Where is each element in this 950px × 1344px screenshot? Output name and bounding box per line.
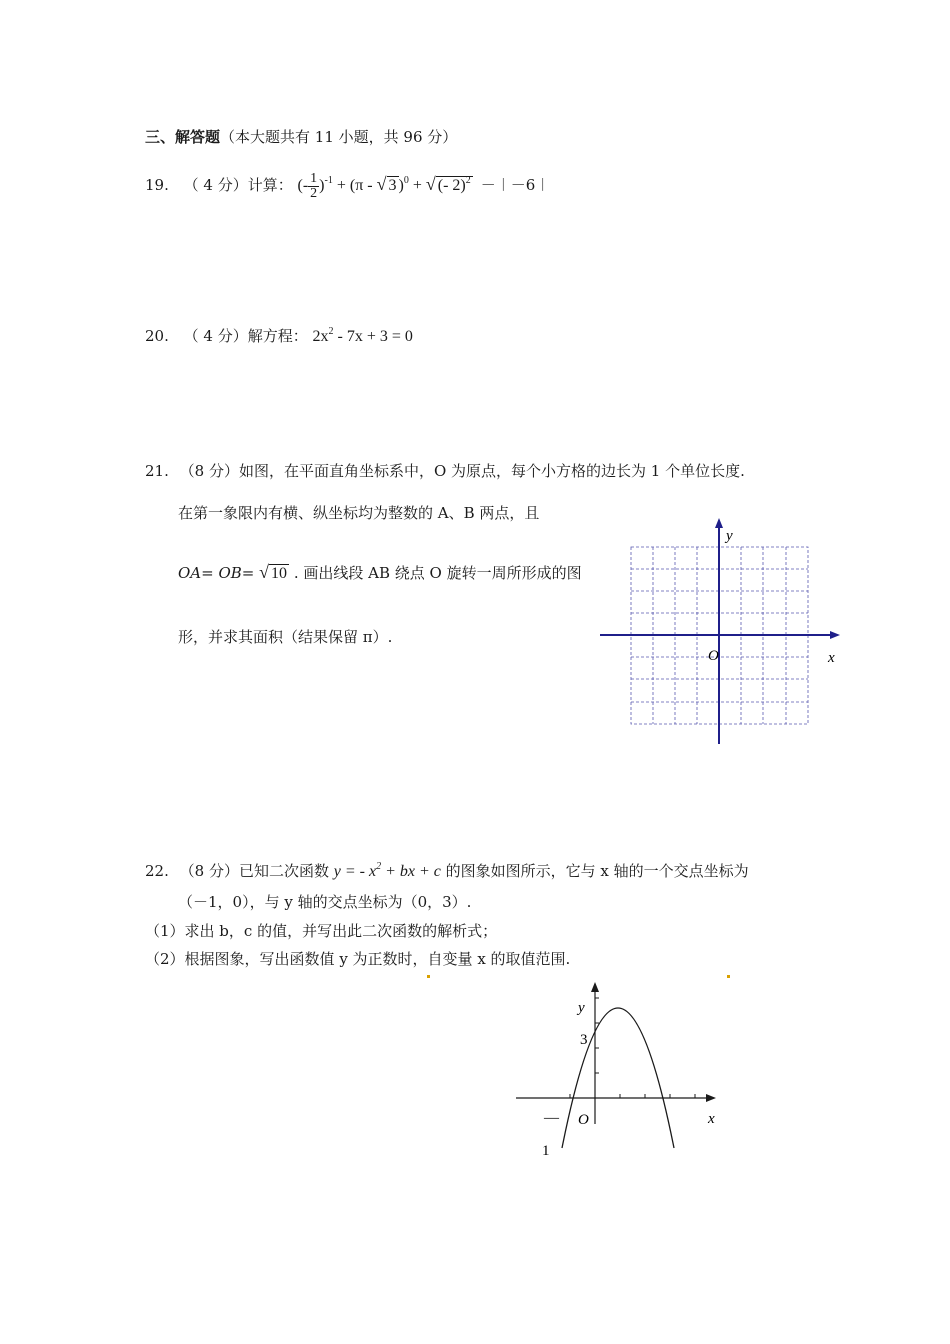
q19-frac-den: 2 xyxy=(310,186,318,201)
q19-exp2: 2 xyxy=(465,175,471,187)
q22-y-label: y xyxy=(578,1000,585,1016)
q21-origin-label: O xyxy=(708,648,719,664)
q21-x-label: x xyxy=(828,650,835,666)
q22-func-sup: 2 xyxy=(376,861,382,872)
q22-text1b: 的图象如图所示，它与 x 轴的一个交点坐标为 xyxy=(445,862,749,880)
q22-y-arrow xyxy=(591,982,599,992)
q21-y-arrow xyxy=(715,518,723,528)
q21-line3: OA= OB= √ 10 . 画出线段 AB 绕点 O 旋转一周所形成的图 xyxy=(178,562,582,582)
q22-func-a: y = - x xyxy=(333,863,377,880)
question-20 xyxy=(145,325,413,346)
q19-points: （ 4 分）计算： xyxy=(183,176,293,195)
q22-line1 xyxy=(145,860,749,881)
decor-dot-1 xyxy=(427,975,430,978)
q19-neg: (- xyxy=(297,177,309,195)
q22-x-arrow xyxy=(706,1094,716,1102)
q19-tail: －︱－6︱ xyxy=(480,176,551,195)
q22-ticks xyxy=(570,998,695,1098)
q19-frac-num: 1 xyxy=(310,171,318,186)
q21-x-arrow xyxy=(830,631,840,639)
q22-neg-one: 1 xyxy=(542,1143,550,1159)
q22-parabola-graph xyxy=(510,978,730,1164)
question-19 xyxy=(145,172,550,201)
q19-part-pi: + (π - xyxy=(336,177,373,195)
q22-origin-label: O xyxy=(578,1112,589,1128)
q19-sqrt-group xyxy=(436,176,473,194)
q22-neg-dash: — xyxy=(544,1110,559,1126)
q22-number: 22. xyxy=(145,862,169,880)
section-note: （本大题共有 11 小题，共 96 分） xyxy=(220,128,458,146)
q19-number: 19. xyxy=(145,176,169,195)
q20-eq-a: 2x xyxy=(312,328,329,345)
q22-text1a: （8 分）已知二次函数 xyxy=(179,862,329,880)
q21-y-label: y xyxy=(726,528,733,544)
q21-line1 xyxy=(145,460,745,481)
q21-number: 21. xyxy=(145,462,169,480)
q21-line2: 在第一象限内有横、纵坐标均为整数的 A、B 两点，且 xyxy=(178,504,540,522)
q19-exp0: 0 xyxy=(403,175,409,187)
q22-func-b: + bx + c xyxy=(385,863,441,880)
q21-line4: 形，并求其面积（结果保留 π）. xyxy=(178,628,393,646)
q21-text1: （8 分）如图，在平面直角坐标系中，O 为原点，每个小方格的边长为 1 个单位长度. xyxy=(179,462,745,480)
q20-eq-b: - 7x + 3 = 0 xyxy=(337,328,413,345)
q22-part1: （1）求出 b，c 的值，并写出此二次函数的解析式； xyxy=(145,922,498,940)
q22-tick3-label: 3 xyxy=(580,1032,588,1048)
q20-points: （ 4 分）解方程： xyxy=(183,327,308,345)
q19-plus: + xyxy=(412,177,422,195)
section-heading xyxy=(145,126,457,147)
q19-sqrt-inner: (- 2) xyxy=(437,177,466,195)
q19-expression: (- $\frac{1}{2}$ )$^{-1}$ + (π - √ 3 )$^0$ + √ (- 2)$^2$ xyxy=(297,171,471,201)
q19-fraction xyxy=(308,172,319,201)
q21-oa-ob: OA= OB= xyxy=(178,564,255,582)
q20-number: 20. xyxy=(145,327,169,345)
q20-equation xyxy=(313,328,413,345)
q22-line2: （－1，0），与 y 轴的交点坐标为（0，3）. xyxy=(178,893,472,911)
q21-line3-rest: . 画出线段 AB 绕点 O 旋转一周所形成的图 xyxy=(293,564,582,582)
q22-func xyxy=(334,863,441,880)
q20-eq-sup: 2 xyxy=(328,326,334,337)
q22-x-label: x xyxy=(708,1111,715,1127)
q19-exp-neg1: -1 xyxy=(324,175,333,187)
q21-coordinate-grid xyxy=(596,512,846,752)
section-title: 三、解答题 xyxy=(145,128,221,146)
q22-part2: （2）根据图象，写出函数值 y 为正数时，自变量 x 的取值范围. xyxy=(145,950,571,968)
q19-sqrt3: 3 xyxy=(388,177,397,195)
q21-sqrt10: 10 xyxy=(271,565,288,582)
